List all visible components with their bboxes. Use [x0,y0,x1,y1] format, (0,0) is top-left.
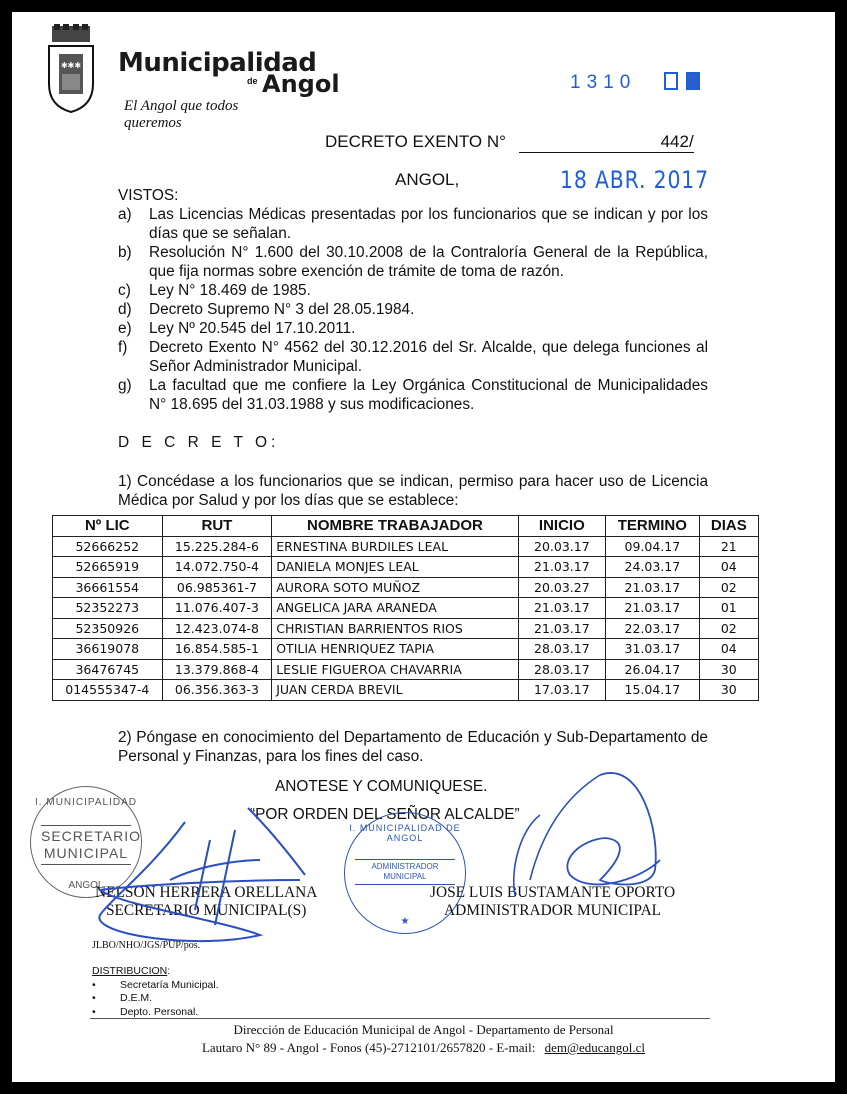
item-label: a) [118,206,132,223]
signer-role: ADMINISTRADOR MUNICIPAL [444,902,662,919]
item-text: Decreto Exento N° 4562 del 30.12.2016 del Sr. Alcalde, que delega funciones al Señor Administrador Municipal. [149,339,708,375]
city-label: ANGOL, [395,170,460,189]
table-header-row [53,516,759,537]
table-row [53,618,759,639]
cell-start: 17.03.17 [518,680,605,701]
logo-slogan: El Angol que todos queremos [124,98,239,131]
cell-rut: 14.072.750-4 [162,557,272,578]
cell-start: 21.03.17 [518,618,605,639]
signer-name: NELSON HERRERA ORELLANA [95,884,318,901]
col-header-start: INICIO [518,516,605,537]
signature-block-right [430,884,675,920]
vistos-title: VISTOS: [118,187,179,204]
cell-days: 04 [699,557,758,578]
seal-middle [41,825,141,865]
cell-name: CHRISTIAN BARRIENTOS RIOS [272,618,518,639]
vistos-item [118,205,708,243]
seal-top-text: I. MUNICIPALIDAD [35,797,137,808]
license-table [52,515,759,701]
initials-reference: JLBO/NHO/JGS/PUP/pos. [92,940,201,951]
cell-name: ANGELICA JARA ARANEDA [272,598,518,619]
vistos-item [118,319,708,338]
distribution-title: DISTRIBUCION [92,965,168,977]
item-label: f) [118,339,128,356]
item-text: Decreto Supremo N° 3 del 28.05.1984. [149,301,415,318]
logo-de: de [247,76,258,86]
cell-end: 26.04.17 [606,659,700,680]
vistos-item [118,338,708,376]
table-row [53,557,759,578]
table-row [53,680,759,701]
cell-start: 28.03.17 [518,639,605,660]
footer-email-link[interactable]: dem@educangol.cl [544,1040,646,1055]
seal-middle-line1: SECRETARIO [41,828,141,844]
footer-line-1: Dirección de Educación Municipal de Angol - Departamento de Personal [233,1022,614,1037]
distribution-item: • D.E.M. [92,992,219,1006]
anotese-text: ANOTESE Y COMUNIQUESE. [275,778,488,795]
received-stamp-number: 1310 [570,72,637,93]
distribution-section: DISTRIBUCION: • Secretaría Municipal. • D.E.M. • Depto. Personal. [92,952,219,1019]
cell-lic: 52665919 [53,557,163,578]
municipality-logo [28,12,340,131]
cell-start: 21.03.17 [518,557,605,578]
cell-start: 28.03.17 [518,659,605,680]
decree-number: 442/ [519,132,694,153]
item-text: Ley Nº 20.545 del 17.10.2011. [149,320,356,337]
cell-rut: 06.985361-7 [162,577,272,598]
table-row [53,659,759,680]
item-text: Resolución N° 1.600 del 30.10.2008 de la Contraloría General de la República, que fija normas sobre exención de trámite de toma de razón. [149,244,708,280]
item-text: La facultad que me confiere la Ley Orgánica Constitucional de Municipalidades N° 18.695 del 31.03.1988 y sus modificaciones. [149,377,708,413]
col-header-rut: RUT [162,516,272,537]
cell-end: 09.04.17 [606,536,700,557]
item-label: g) [118,377,132,394]
cell-rut: 06.356.363-3 [162,680,272,701]
decreto-title: D E C R E T O: [118,434,280,451]
item-text: Las Licencias Médicas presentadas por los funcionarios que se indican y por los días que se señalan. [149,206,708,242]
table-row [53,536,759,557]
por-orden-text: “POR ORDEN DEL SEÑOR ALCALDE” [250,806,520,823]
cell-rut: 11.076.407-3 [162,598,272,619]
item-text: Ley N° 18.469 de 1985. [149,282,311,299]
col-header-name: NOMBRE TRABAJADOR [272,516,518,537]
cell-days: 21 [699,536,758,557]
distribution-item: • Secretaría Municipal. [92,979,219,993]
decree-number-line [325,132,694,153]
item-label: b) [118,244,132,261]
vistos-item [118,281,708,300]
cell-name: AURORA SOTO MUÑOZ [272,577,518,598]
coat-of-arms-icon [46,24,96,114]
cell-start: 20.03.27 [518,577,605,598]
cell-name: DANIELA MONJES LEAL [272,557,518,578]
cell-end: 21.03.17 [606,598,700,619]
col-header-days: DIAS [699,516,758,537]
seal-middle-line2: MUNICIPAL [383,872,427,881]
seal-star-icon: ★ [400,916,410,927]
cell-name: JUAN CERDA BREVIL [272,680,518,701]
cell-rut: 15.225.284-6 [162,536,272,557]
col-header-end: TERMINO [606,516,700,537]
cell-rut: 12.423.074-8 [162,618,272,639]
cell-name: ERNESTINA BURDILES LEAL [272,536,518,557]
seal-middle-line2: MUNICIPAL [43,845,129,861]
decree-label: DECRETO EXENTO N° [325,132,506,151]
cell-days: 01 [699,598,758,619]
cell-days: 02 [699,618,758,639]
cell-lic: 36476745 [53,659,163,680]
footer-line-2 [0,1040,847,1056]
stamp-mark-filled-icon [686,72,700,90]
cell-days: 30 [699,659,758,680]
logo-city: Angol [262,70,340,98]
cell-days: 30 [699,680,758,701]
seal-top-text: I. MUNICIPALIDAD DE ANGOL [349,823,461,843]
cell-end: 22.03.17 [606,618,700,639]
cell-end: 21.03.17 [606,577,700,598]
vistos-item [118,376,708,414]
seal-middle [355,859,455,885]
date-stamp: 18 ABR. 2017 [560,166,709,194]
cell-end: 15.04.17 [606,680,700,701]
cell-rut: 13.379.868-4 [162,659,272,680]
table-row [53,639,759,660]
distribution-item: • Depto. Personal. [92,1006,219,1020]
table-row [53,577,759,598]
signer-name: JOSE LUIS BUSTAMANTE OPORTO [430,884,676,901]
cell-days: 04 [699,639,758,660]
seal-middle-line1: ADMINISTRADOR [371,862,439,871]
seal-bottom-text: ANGOL [68,880,104,891]
cell-lic: 36619078 [53,639,163,660]
footer-divider [90,1018,710,1019]
stamp-mark-icon [664,72,678,90]
item-label: d) [118,301,132,318]
cell-lic: 014555347-4 [53,680,163,701]
decreto-point-2: 2) Póngase en conocimiento del Departamento de Educación y Sub-Departamento de Personal y Finanzas, para los fines del caso. [118,729,708,765]
svg-text:✱✱✱: ✱✱✱ [60,61,82,70]
cell-start: 20.03.17 [518,536,605,557]
signer-role: SECRETARIO MUNICIPAL(S) [105,902,307,919]
cell-lic: 52666252 [53,536,163,557]
vistos-item [118,300,708,319]
item-label: c) [118,282,131,299]
item-label: e) [118,320,132,337]
cell-start: 21.03.17 [518,598,605,619]
cell-days: 02 [699,577,758,598]
footer-address: Lautaro N° 89 - Angol - Fonos (45)-2712101/2657820 - E-mail: [201,1040,536,1055]
decreto-point-1: 1) Concédase a los funcionarios que se indican, permiso para hacer uso de Licencia Médica por Salud y por los días que se establece: [118,473,708,509]
signature-block-left [95,884,317,920]
vistos-section [118,186,708,414]
cell-lic: 36661554 [53,577,163,598]
table-row [53,598,759,619]
cell-lic: 52352273 [53,598,163,619]
secretario-seal [30,786,142,898]
cell-lic: 52350926 [53,618,163,639]
cell-rut: 16.854.585-1 [162,639,272,660]
cell-end: 24.03.17 [606,557,700,578]
cell-end: 31.03.17 [606,639,700,660]
vistos-item [118,243,708,281]
cell-name: LESLIE FIGUEROA CHAVARRIA [272,659,518,680]
cell-name: OTILIA HENRIQUEZ TAPIA [272,639,518,660]
logo-title: Municipalidad [118,48,317,78]
received-stamp-marks [660,72,700,90]
col-header-lic: Nº LIC [53,516,163,537]
